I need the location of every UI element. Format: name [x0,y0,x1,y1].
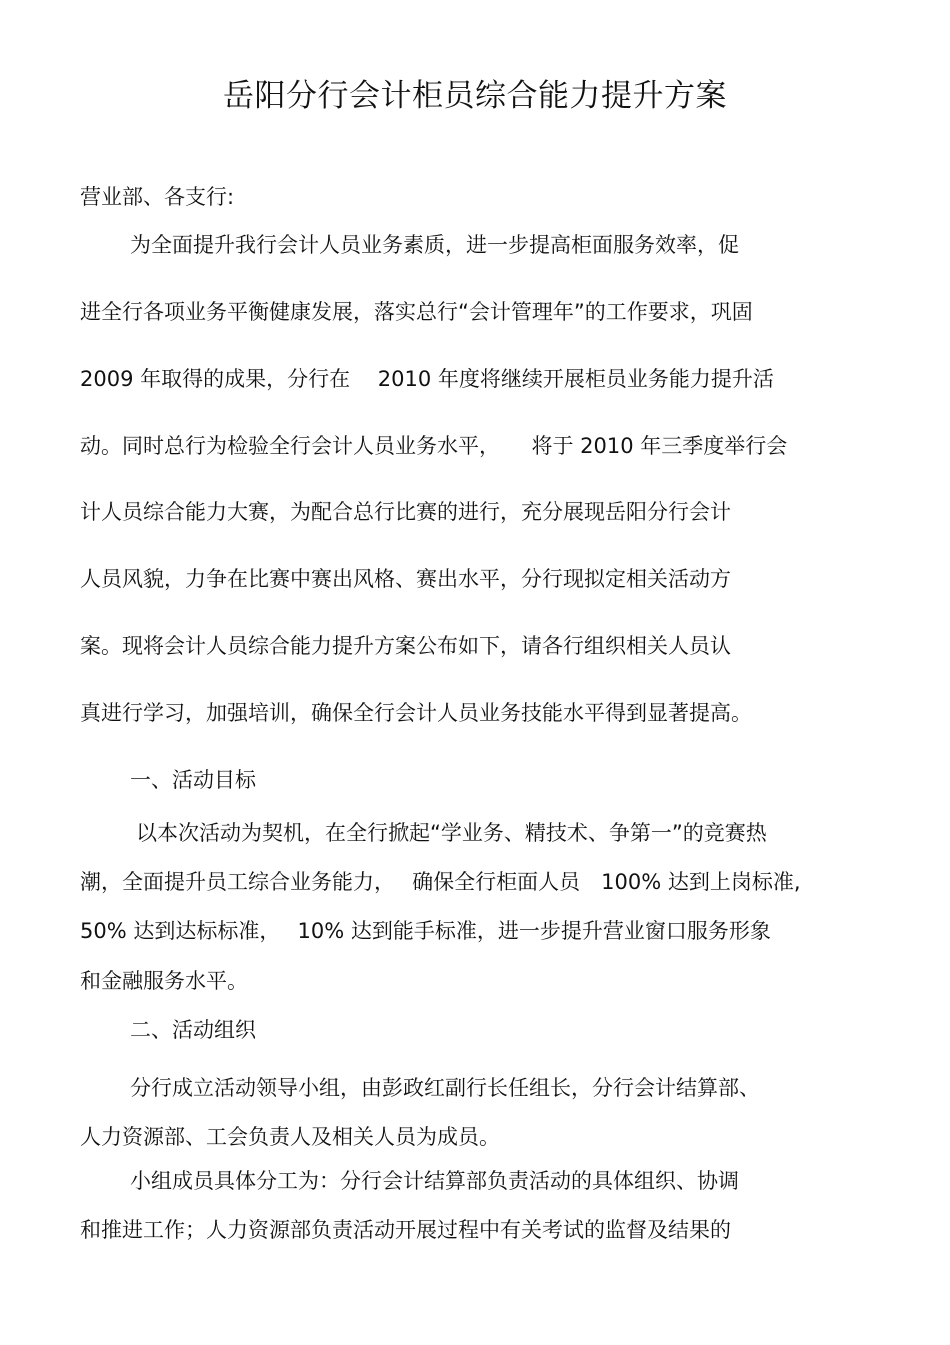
section-heading-goals: 一、活动目标 [130,768,256,792]
paragraph-line: 案。现将会计人员综合能力提升方案公布如下，请各行组织相关人员认 [80,634,731,658]
salutation: 营业部、各支行: [80,185,235,209]
paragraph-line: 和金融服务水平。 [80,969,248,993]
document-title: 岳阳分行会计柜员综合能力提升方案 [223,78,727,114]
paragraph-line: 人力资源部、工会负责人及相关人员为成员。 [80,1125,500,1149]
paragraph-line: 计人员综合能力大赛，为配合总行比赛的进行，充分展现岳阳分行会计 [80,500,731,524]
paragraph-line: 动。同时总行为检验全行会计人员业务水平， 将于 2010 年三季度举行会 [80,434,788,458]
paragraph-line: 进全行各项业务平衡健康发展，落实总行“会计管理年”的工作要求，巩固 [80,300,753,324]
paragraph-line: 以本次活动为契机，在全行掀起“学业务、精技术、争第一”的竞赛热 [136,821,767,845]
paragraph-line: 和推进工作；人力资源部负责活动开展过程中有关考试的监督及结果的 [80,1218,731,1242]
paragraph-line: 潮，全面提升员工综合业务能力， 确保全行柜面人员 100% 达到上岗标准, [80,870,801,894]
paragraph-line: 2009 年取得的成果，分行在 2010 年度将继续开展柜员业务能力提升活 [80,367,774,391]
section-heading-organization: 二、活动组织 [130,1018,256,1042]
paragraph-line: 人员风貌，力争在比赛中赛出风格、赛出水平，分行现拟定相关活动方 [80,567,731,591]
paragraph-line: 50% 达到达标标准， 10% 达到能手标准，进一步提升营业窗口服务形象 [80,919,771,943]
paragraph-line: 真进行学习，加强培训，确保全行会计人员业务技能水平得到显著提高。 [80,701,752,725]
paragraph-line: 分行成立活动领导小组，由彭政红副行长任组长，分行会计结算部、 [130,1076,760,1100]
paragraph-line: 小组成员具体分工为：分行会计结算部负责活动的具体组织、协调 [130,1169,739,1193]
paragraph-line: 为全面提升我行会计人员业务素质，进一步提高柜面服务效率，促 [130,233,739,257]
